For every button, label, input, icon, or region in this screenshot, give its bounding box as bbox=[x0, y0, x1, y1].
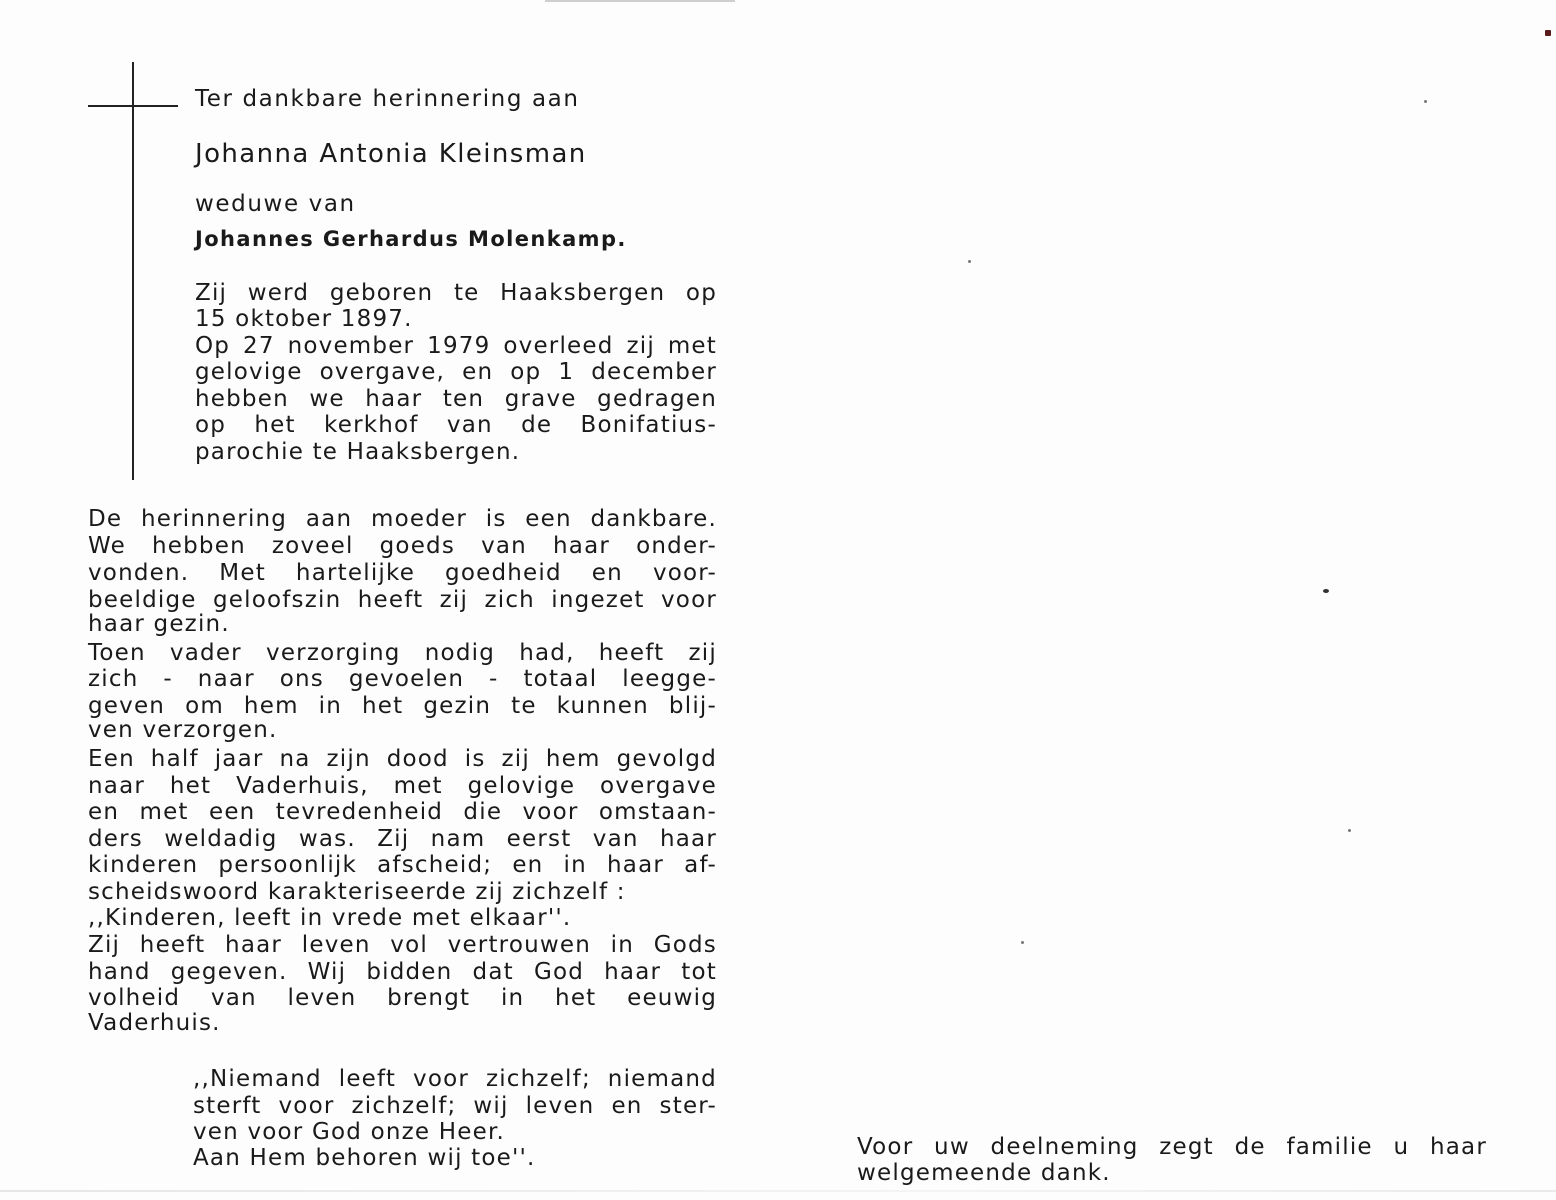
main-text-line: en met een tevredenheid die voor omstaan- bbox=[88, 799, 717, 825]
husband-name: Johannes Gerhardus Molenkamp. bbox=[195, 227, 627, 251]
bio-line: gelovige overgave, en op 1 december bbox=[195, 359, 717, 385]
deceased-name: Johanna Antonia Kleinsman bbox=[195, 139, 587, 169]
main-text-line: Toen vader verzorging nodig had, heeft zij bbox=[88, 640, 717, 666]
main-text-line: haar gezin. bbox=[88, 611, 230, 637]
main-text-line: zich - naar ons gevoelen - totaal leegge- bbox=[88, 666, 717, 692]
intro-text: Ter dankbare herinnering aan bbox=[195, 86, 580, 112]
main-text-line: Een half jaar na zijn dood is zij hem gevolgd bbox=[88, 746, 717, 772]
widow-of-text: weduwe van bbox=[195, 191, 356, 217]
scan-edge-bottom bbox=[0, 1190, 1556, 1192]
bio-line: op het kerkhof van de Bonifatius- bbox=[195, 412, 717, 438]
main-text-line: ven verzorgen. bbox=[88, 717, 278, 743]
bio-line: 15 oktober 1897. bbox=[195, 306, 413, 332]
main-text-line: ,,Kinderen, leeft in vrede met elkaar''. bbox=[88, 905, 572, 931]
scan-edge-top bbox=[545, 0, 735, 2]
main-text-line: geven om hem in het gezin te kunnen blij- bbox=[88, 693, 717, 719]
main-text-line: naar het Vaderhuis, met gelovige overgave bbox=[88, 773, 717, 799]
scan-speck bbox=[1323, 589, 1329, 593]
bio-line: Zij werd geboren te Haaksbergen op bbox=[195, 280, 717, 306]
main-text-line: vonden. Met hartelijke goedheid en voor- bbox=[88, 560, 717, 586]
bio-line: parochie te Haaksbergen. bbox=[195, 439, 521, 465]
cross-icon-bar bbox=[88, 105, 178, 107]
bio-line: Op 27 november 1979 overleed zij met bbox=[195, 333, 717, 359]
quote-line: Aan Hem behoren wij toe''. bbox=[193, 1145, 536, 1171]
main-text-line: beeldige geloofszin heeft zij zich ingezet voor bbox=[88, 587, 717, 613]
main-text-line: Zij heeft haar leven vol vertrouwen in Gods bbox=[88, 932, 717, 958]
bio-line: hebben we haar ten grave gedragen bbox=[195, 386, 717, 412]
quote-line: sterft voor zichzelf; wij leven en ster- bbox=[193, 1093, 717, 1119]
main-text-line: ders weldadig was. Zij nam eerst van haar bbox=[88, 826, 717, 852]
scan-speck bbox=[1348, 829, 1351, 832]
main-text-line: hand gegeven. Wij bidden dat God haar tot bbox=[88, 959, 717, 985]
main-text-line: We hebben zoveel goeds van haar onder- bbox=[88, 533, 717, 559]
main-text-line: volheid van leven brengt in het eeuwig bbox=[88, 985, 717, 1011]
thanks-line: welgemeende dank. bbox=[857, 1160, 1111, 1186]
main-text-line: kinderen persoonlijk afscheid; en in haar af- bbox=[88, 852, 717, 878]
scan-speck bbox=[1424, 100, 1427, 103]
scan-speck bbox=[1545, 30, 1551, 36]
main-text-line: scheidswoord karakteriseerde zij zichzelf : bbox=[88, 879, 626, 905]
quote-line: ven voor God onze Heer. bbox=[193, 1119, 506, 1145]
cross-icon bbox=[132, 62, 134, 480]
thanks-line: Voor uw deelneming zegt de familie u haar bbox=[857, 1134, 1487, 1160]
main-text-line: Vaderhuis. bbox=[88, 1010, 221, 1036]
main-text-line: De herinnering aan moeder is een dankbare. bbox=[88, 506, 717, 532]
quote-line: ,,Niemand leeft voor zichzelf; niemand bbox=[193, 1066, 717, 1092]
scan-speck bbox=[1021, 941, 1024, 944]
scan-speck bbox=[968, 260, 971, 263]
